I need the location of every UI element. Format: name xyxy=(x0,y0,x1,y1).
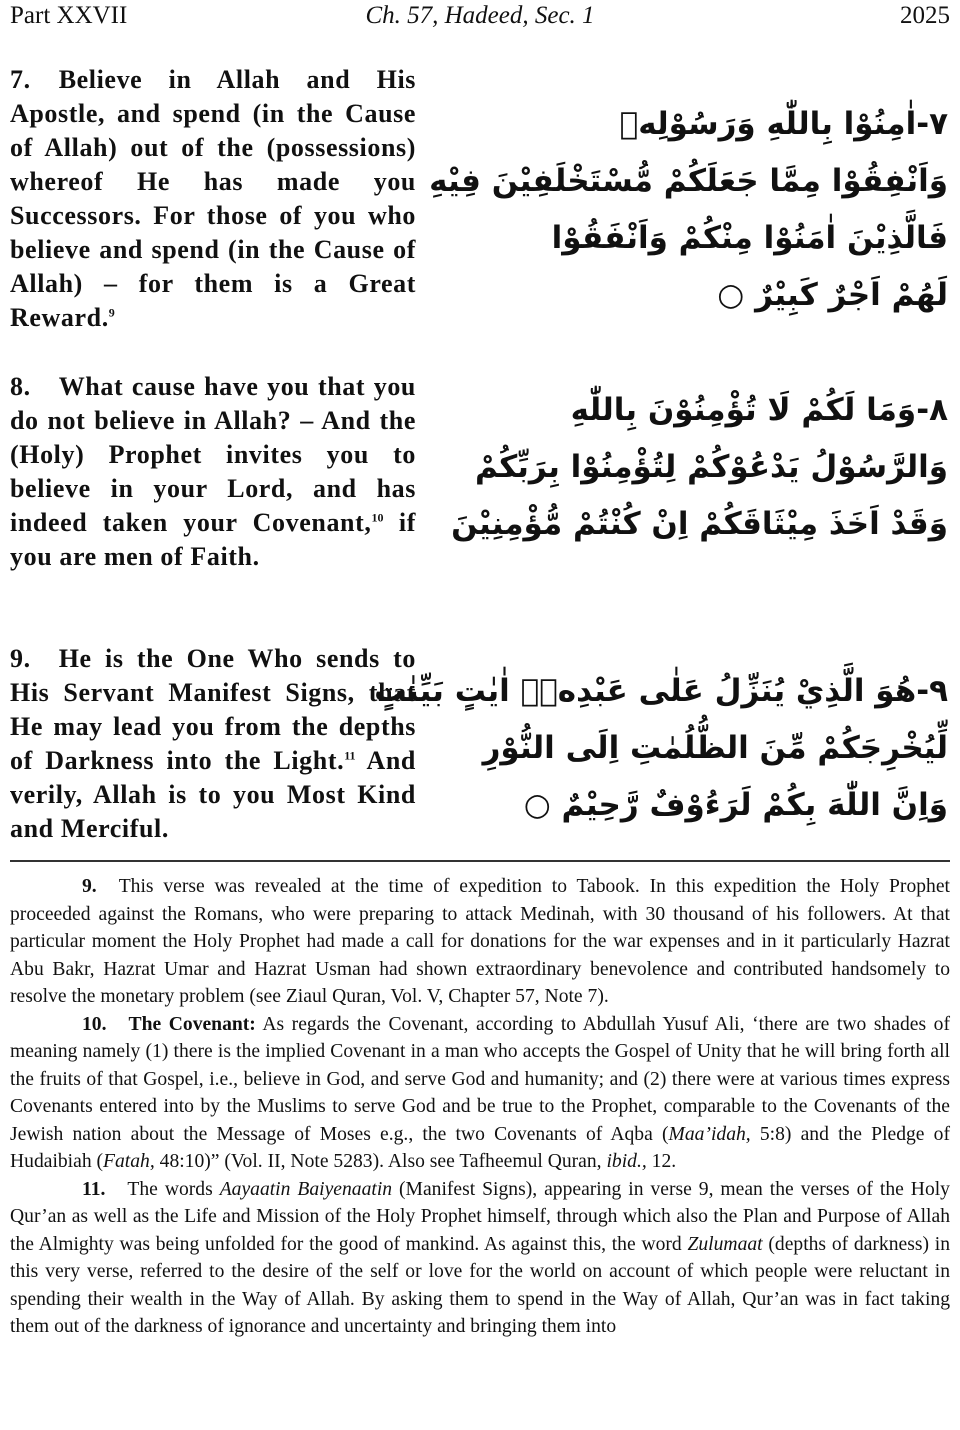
footnote-italic: ibid., xyxy=(606,1151,647,1172)
arabic-line: وَقَدْ اَخَذَ مِيْثَاقَكُمْ اِنْ كُنْتُمْ مُّؤْمِنِيْنَ xyxy=(451,506,948,542)
footnote-text: (depths of darkness) in this very verse, referred to the desire of the self or love for the world on account of which people were reluctant in spending their wealth in the Way of Allah. By asking them to spend in the Way of Allah, Qur’an was in fact taking them out of the darkness of ignorance and uncertainty and bringing them into xyxy=(10,1233,951,1337)
arabic-line: ٧-اٰمِنُوْا بِاللّٰهِ وَرَسُوْلِهٖ xyxy=(619,106,948,142)
footnote-text: 48:10)” (Vol. II, Note 5283). Also see Tafheemul Quran, xyxy=(154,1151,607,1172)
verse-text: What cause have you that you do not believe in Allah? – And the (Holy) Prophet invites you to believe in your Lord, and has indeed taken your Covenant, xyxy=(10,372,416,537)
footnote-9 xyxy=(10,873,950,1011)
verse-8-arabic xyxy=(451,382,948,553)
part-label: Part XXVII xyxy=(10,2,128,29)
footnote-ref: 11 xyxy=(344,748,356,763)
footnote-10 xyxy=(10,1011,950,1176)
verse-text-cont: And verily, Allah is to you Most Kind and Merciful. xyxy=(10,746,416,843)
arabic-line: ٨-وَمَا لَكُمْ لَا تُؤْمِنُوْنَ بِاللّٰهِ xyxy=(570,392,948,428)
verse-7-arabic xyxy=(429,96,948,324)
footnote-italic: Maa’idah, xyxy=(668,1123,751,1145)
footnote-text: (Manifest Signs), appearing in verse 9, mean the verses of the Holy Qur’an as well as the Life and Mission of the Holy Prophet himself, through which also the Plan and Purpose of Allah the Almighty was being unfolded for the good of mankind. As against this, the word xyxy=(10,1178,950,1255)
footnote-number: 11. xyxy=(82,1178,106,1200)
chapter-title: Ch. 57, Hadeed, Sec. 1 xyxy=(365,2,595,29)
footnotes xyxy=(10,873,950,1341)
page-number: 2025 xyxy=(900,2,950,29)
verse-number: 8. xyxy=(10,372,31,401)
verse-8-translation xyxy=(10,370,416,574)
verse-9-translation xyxy=(10,642,416,846)
footnote-italic: Aayaatin Baiyenaatin xyxy=(219,1178,393,1200)
footnote-ref: 10 xyxy=(371,510,384,525)
footnote-number: 10. xyxy=(82,1013,107,1035)
arabic-line: ٩-هُوَ الَّذِيْ يُنَزِّلُ عَلٰى عَبْدِهٖۤ اٰيٰتٍ بَيِّنٰتٍ xyxy=(374,673,948,709)
verse-9-arabic xyxy=(374,663,948,834)
footnote-number: 9. xyxy=(82,876,97,897)
verse-text-cont: if you are men of Faith. xyxy=(10,508,416,571)
verse-number: 7. xyxy=(10,65,31,94)
page-header xyxy=(10,2,950,32)
footnote-text: 5:8) and the Pledge of Hudaibiah ( xyxy=(10,1123,951,1172)
footnote-11 xyxy=(10,1176,950,1341)
footnote-italic: Zulumaat xyxy=(687,1233,763,1255)
arabic-line: وَالرَّسُوْلُ يَدْعُوْكُمْ لِتُؤْمِنُوْا بِرَبِّكُمْ xyxy=(474,449,948,485)
verse-text: He is the One Who sends to His Servant Manifest Signs, that He may lead you from the depths of Darkness into the Light. xyxy=(10,644,416,775)
footnote-lead: The Covenant: xyxy=(128,1013,256,1035)
footnote-text: This verse was revealed at the time of expedition to Tabook. In this expedition the Holy Prophet proceeded against the Romans, who were preparing to attack Medinah, with 30 thousand of his followers. At that particular moment the Holy Prophet had made a call for donations for the war expenses and in it particularly Hazrat Abu Bakr, Hazrat Umar and Hazrat Usman had shown extraordinary benevolence and contributed handsomely to resolve the monetary problem (see Ziaul Quran, Vol. V, Chapter 57, Note 7). xyxy=(10,876,950,1007)
footnote-italic: Fatah, xyxy=(103,1151,155,1172)
arabic-line: لِّيُخْرِجَكُمْ مِّنَ الظُّلُمٰتِ اِلَى النُّوْرِ xyxy=(482,730,948,766)
verse-number: 9. xyxy=(10,644,31,673)
footnote-ref: 9 xyxy=(108,305,115,320)
verse-text: Believe in Allah and His Apostle, and spend (in the Cause of Allah) out of the (possessions) whereof He has made you Successors. For those of you who believe and spend (in the Cause of Allah) – for them is a Great Reward. xyxy=(10,65,416,332)
footnote-text: The words xyxy=(127,1178,220,1200)
verse-7-translation xyxy=(10,63,416,335)
arabic-line: وَاِنَّ اللّٰهَ بِكُمْ لَرَءُوْفٌ رَّحِيْمٌ ○ xyxy=(523,787,948,823)
arabic-line: لَهُمْ اَجْرٌ كَبِيْرٌ ○ xyxy=(717,277,948,313)
footnote-text: As regards the Covenant, according to Abdullah Yusuf Ali, ‘there are two shades of meaning namely (1) there is the implied Covenant in a man who accepts the Gospel of Unity that he will bring forth all the fruits of that Gospel, i.e., believe in God, and serve God and humanity; and (2) there were at various times express Covenants entered into by the Muslims to serve God and be true to the Prophet, comparable to the Covenants of the Jewish nation about the Message of Moses e.g., the two Covenants of Aqba ( xyxy=(10,1013,950,1145)
arabic-line: فَالَّذِيْنَ اٰمَنُوْا مِنْكُمْ وَاَنْفَقُوْا xyxy=(551,220,948,256)
arabic-line: وَاَنْفِقُوْا مِمَّا جَعَلَكُمْ مُّسْتَخْلَفِيْنَ فِيْهِ xyxy=(429,163,948,199)
footnote-text: 12. xyxy=(646,1151,677,1172)
footnote-divider xyxy=(10,860,950,862)
